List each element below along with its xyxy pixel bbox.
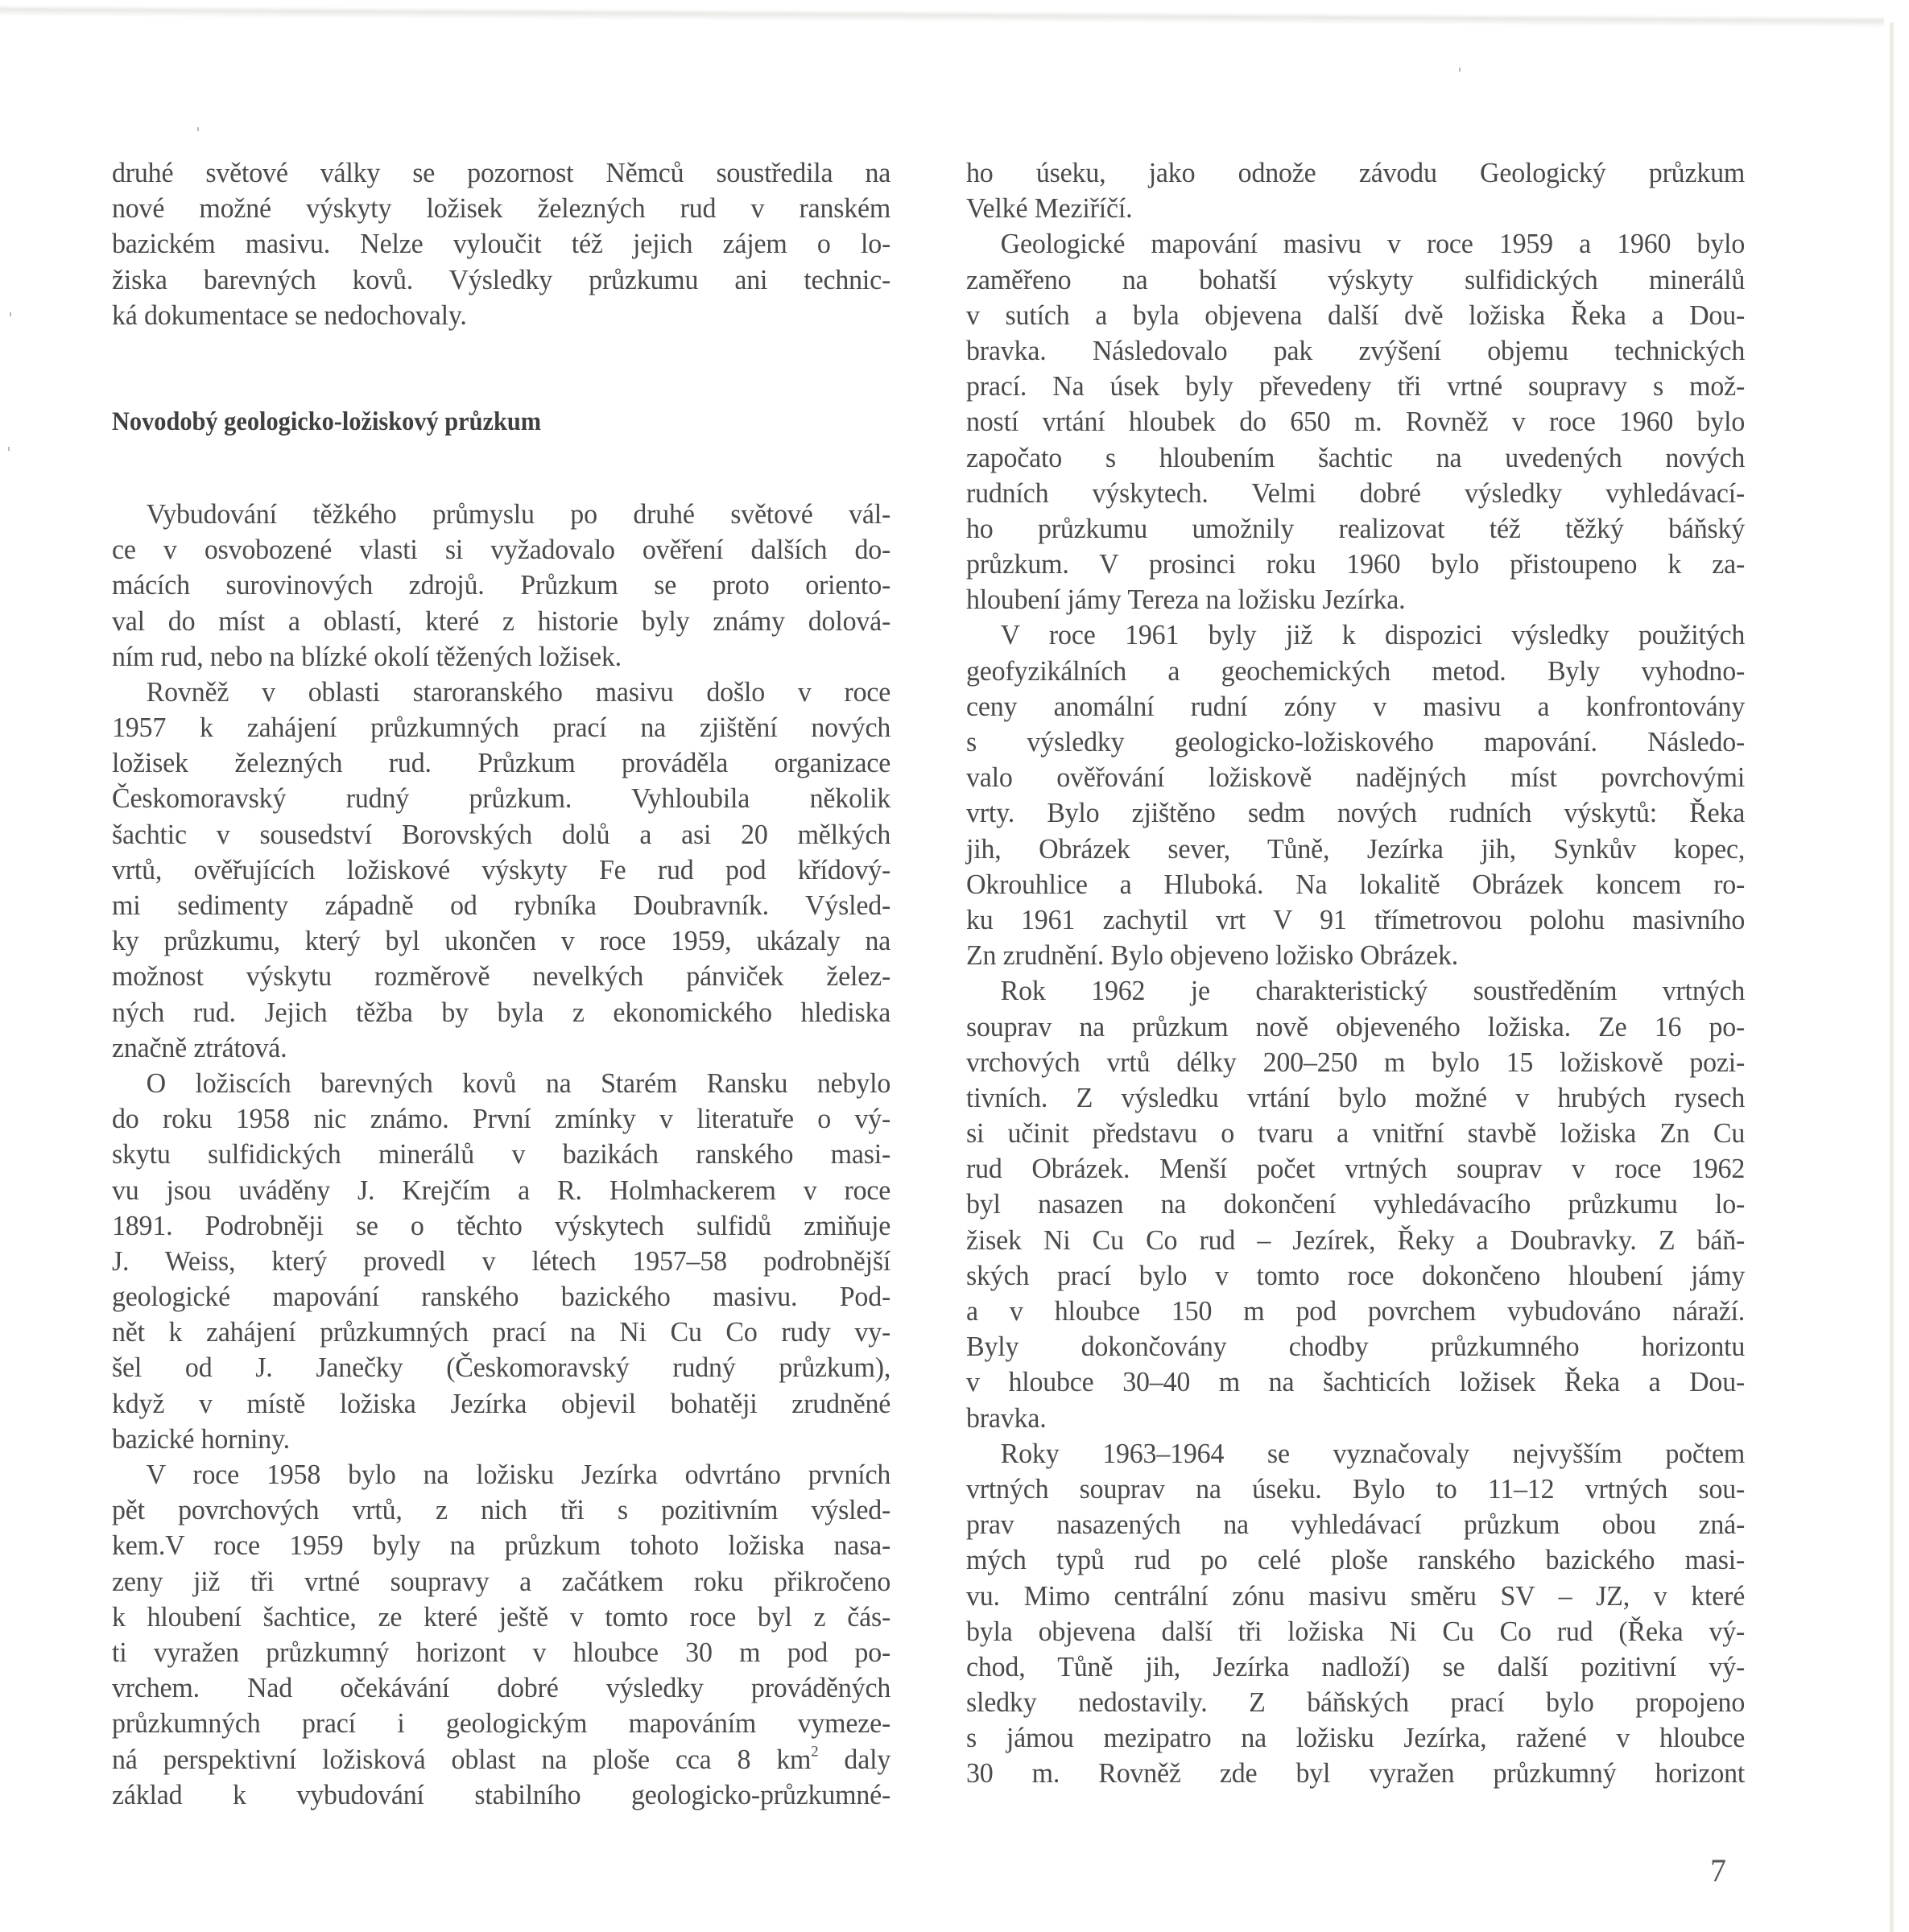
text-line: ceny anomální rudní zóny v masivu a konfrontovány — [966, 690, 1746, 722]
text-line: vrtných souprav na úseku. Bylo to 11–12 vrtných sou- — [966, 1472, 1746, 1505]
paragraph — [966, 226, 1746, 617]
text-line: možnost výskytu rozměrově nevelkých pánviček želez- — [112, 960, 891, 993]
text-line: Českomoravský rudný průzkum. Vyhloubila několik — [112, 782, 891, 815]
text-line: hloubení jámy Tereza na ložisku Jezírka. — [966, 584, 1406, 616]
text-line: když v místě ložiska Jezírka objevil bohatěji zrudněné — [112, 1387, 891, 1419]
text-line: sledky nedostavily. Z báňských prací bylo propojeno — [966, 1686, 1746, 1719]
paragraph — [112, 675, 891, 1066]
text-line: s jámou mezipatro na ložisku Jezírka, ražené v hloubce — [966, 1722, 1746, 1754]
text-line: 1891. Podrobněji se o těchto výskytech sulfidů zmiňuje — [112, 1209, 891, 1241]
text-line: ho úseku, jako odnože závodu Geologický průzkum — [966, 157, 1746, 188]
paragraph — [112, 1457, 891, 1813]
text-line: Velké Meziříčí. — [966, 192, 1133, 225]
paragraph — [966, 973, 1746, 1435]
text-line: do roku 1958 nic známo. První zmínky v literatuře o vý- — [112, 1103, 891, 1135]
text-line: Rok 1962 je charakteristický soustředěním vrtných — [1000, 975, 1746, 1007]
text-line: vu jsou uváděny J. Krejčím a R. Holmhackerem v roce — [112, 1174, 891, 1206]
text-line: nové možné výskyty ložisek železných rud v ranském — [112, 192, 891, 225]
text-line: si učinit představu o tvaru a vnitřní stavbě ložiska Zn Cu — [966, 1117, 1746, 1150]
right-column — [966, 155, 1746, 1792]
text-line: J. Weiss, který provedl v létech 1957–58 podrobnější — [112, 1245, 891, 1277]
text-line: val do míst a oblastí, které z historie byly známy dolová- — [112, 605, 891, 637]
text-line: rud Obrázek. Menší počet vrtných souprav v roce 1962 — [966, 1153, 1746, 1185]
text-line: žisek Ni Cu Co rud – Jezírek, Řeky a Doubravky. Z báň- — [966, 1224, 1746, 1256]
text-line: chod, Tůně jih, Jezírka nadloží) se další pozitivní vý- — [966, 1650, 1746, 1682]
paragraph — [112, 497, 891, 675]
text-line: značně ztrátová. — [112, 1031, 287, 1063]
text-line: ských prací bylo v tomto roce dokončeno hloubení jámy — [966, 1259, 1746, 1291]
scan-margin — [1894, 23, 1909, 1932]
text-line: 30 m. Rovněž zde byl vyražen průzkumný horizont — [966, 1757, 1746, 1790]
area-suffix: daly — [818, 1743, 891, 1775]
text-line: s výsledky geologicko-ložiskového mapování. Následo- — [966, 726, 1746, 758]
section-heading: Novodobý geologicko-ložiskový průzkum — [112, 407, 542, 436]
text-line: k hloubení šachtice, ze které ještě v tomto roce byl z čás- — [112, 1600, 891, 1633]
paragraph — [966, 617, 1746, 973]
text-line: V roce 1961 byly již k dispozici výsledky použitých — [1000, 619, 1746, 651]
text-line: prací. Na úsek byly převedeny tři vrtné soupravy s mož- — [966, 370, 1746, 402]
left-column — [112, 155, 891, 1813]
text-line: souprav na průzkum nově objeveného ložiska. Ze 16 po- — [966, 1010, 1746, 1042]
text-line: prav nasazených na vyhledávací průzkum obou zná- — [966, 1509, 1746, 1541]
text-line: tivních. Z výsledku vrtání bylo možné v hrubých rysech — [966, 1081, 1746, 1113]
scan-speck — [197, 127, 199, 131]
text-line: ky průzkumu, který byl ukončen v roce 1959, ukázaly na — [112, 925, 891, 957]
text-line: v hloubce 30–40 m na šachticích ložisek Řeka a Dou- — [966, 1366, 1746, 1398]
text-line: Byly dokončovány chodby průzkumného horizontu — [966, 1331, 1746, 1363]
area-text: ná perspektivní ložisková oblast na ploše cca 8 km — [112, 1743, 812, 1775]
text-line: skytu sulfidických minerálů v bazikách ranského masi- — [112, 1138, 891, 1170]
text-line: šachtic v sousedství Borovských dolů a asi 20 mělkých — [112, 818, 891, 850]
text-line: zeny již tři vrtné soupravy a začátkem roku přikročeno — [112, 1565, 891, 1597]
text-line: ká dokumentace se nedochovaly. — [112, 299, 467, 331]
text-line: Rovněž v oblasti staroranského masivu došlo v roce — [146, 675, 891, 708]
scan-speck — [8, 447, 10, 451]
text-line: Okrouhlice a Hluboká. Na lokalitě Obrázek koncem ro- — [966, 868, 1746, 900]
text-line: zaměřeno na bohatší výskyty sulfidických minerálů — [966, 263, 1746, 295]
text-line: vrtů, ověřujících ložiskové výskyty Fe rud pod křídový- — [112, 853, 891, 886]
text-line: nět k zahájení průzkumných prací na Ni Cu Co rudy vy- — [112, 1316, 891, 1348]
text-line: kem.V roce 1959 byly na průzkum tohoto ložiska nasa- — [112, 1530, 891, 1562]
text-line: geologické mapování ranského bazického masivu. Pod- — [112, 1281, 891, 1313]
text-line: druhé světové války se pozornost Němců soustředila na — [112, 157, 891, 188]
text-line: 1957 k zahájení průzkumných prací na zjištění nových — [112, 712, 891, 744]
text-line: bravka. — [966, 1402, 1047, 1434]
text-line: základ k vybudování stabilního geologicko-průzkumné- — [112, 1778, 891, 1810]
text-line: V roce 1958 bylo na ložisku Jezírka odvrtáno prvních — [146, 1459, 891, 1490]
superscript-2: 2 — [811, 1743, 819, 1761]
text-line: vrchem. Nad očekávání dobré výsledky prováděných — [112, 1672, 891, 1704]
intro-paragraph — [112, 155, 891, 333]
text-line: O ložiscích barevných kovů na Starém Ransku nebylo — [146, 1067, 891, 1099]
text-line: Roky 1963–1964 se vyznačovaly nejvyšším počtem — [1000, 1437, 1746, 1469]
text-line: ce v osvobozené vlasti si vyžadovalo ověření dalších do- — [112, 534, 891, 566]
paragraph — [966, 1436, 1746, 1792]
text-line: Geologické mapování masivu v roce 1959 a 1960 bylo — [1000, 228, 1746, 260]
text-line: vu. Mimo centrální zónu masivu směru SV – JZ, v které — [966, 1579, 1746, 1612]
text-line: ností vrtání hloubek do 650 m. Rovněž v roce 1960 bylo — [966, 406, 1746, 438]
text-line: ním rud, nebo na blízké okolí těžených ložisek. — [112, 640, 622, 672]
text-line: byl nasazen na dokončení vyhledávacího průzkumu lo- — [966, 1188, 1746, 1220]
paragraph-continuation — [966, 155, 1746, 226]
text-line: jih, Obrázek sever, Tůně, Jezírka jih, Synkův kopec, — [966, 832, 1746, 865]
paragraph — [112, 1066, 891, 1457]
text-line: vrchových vrtů délky 200–250 m bylo 15 ložiskově pozi- — [966, 1046, 1746, 1078]
text-line: započato s hloubením šachtic na uvedených nových — [966, 441, 1746, 473]
text-line: mých typů rud po celé ploše ranského bazického masi- — [966, 1544, 1746, 1576]
text-line: byla objevena další tři ložiska Ni Cu Co rud (Řeka vý- — [966, 1615, 1746, 1647]
page-number: 7 — [1710, 1852, 1726, 1889]
text-line: bravka. Následovalo pak zvýšení objemu technických — [966, 334, 1746, 366]
text-line: ku 1961 zachytil vrt V 91 třímetrovou polohu masivního — [966, 903, 1746, 935]
text-line: bazické horniny. — [112, 1422, 290, 1455]
text-line: ho průzkumu umožnily realizovat též těžký báňský — [966, 512, 1746, 544]
text-line: mi sedimenty západně od rybníka Doubravník. Výsled- — [112, 890, 891, 921]
scan-speck — [1459, 68, 1461, 72]
text-line: bazickém masivu. Nelze vyloučit též jejich zájem o lo- — [112, 228, 891, 260]
scan-speck — [10, 312, 11, 316]
text-line: ložisek železných rud. Průzkum prováděla organizace — [112, 747, 891, 779]
text-line: v sutích a byla objevena další dvě ložiska Řeka a Dou- — [966, 299, 1746, 331]
text-line: průzkumných prací i geologickým mapováním vymeze- — [112, 1707, 891, 1740]
text-line: Zn zrudnění. Bylo objeveno ložisko Obrázek. — [966, 939, 1459, 972]
text-line: šel od J. Janečky (Českomoravský rudný průzkum), — [112, 1352, 891, 1384]
text-line: žiska barevných kovů. Výsledky průzkumu ani technic- — [112, 263, 891, 295]
scanned-page-top-edge — [0, 5, 1884, 27]
text-line: rudních výskytech. Velmi dobré výsledky vyhledávací- — [966, 477, 1746, 509]
text-line: ných rud. Jejich těžba by byla z ekonomického hlediska — [112, 996, 891, 1028]
text-line: ti vyražen průzkumný horizont v hloubce 30 m pod po- — [112, 1636, 891, 1668]
text-line: vrty. Bylo zjištěno sedm nových rudních výskytů: Řeka — [966, 797, 1746, 829]
text-line: mácích surovinových zdrojů. Průzkum se proto oriento- — [112, 569, 891, 601]
text-line-area — [112, 1742, 890, 1777]
text-line: geofyzikálních a geochemických metod. Byly vyhodno- — [966, 654, 1746, 687]
text-line: a v hloubce 150 m pod povrchem vybudováno náraží. — [966, 1295, 1746, 1327]
text-line: pět povrchových vrtů, z nich tři s pozitivním výsled- — [112, 1494, 891, 1526]
text-line: valo ověřování ložiskově nadějných míst povrchovými — [966, 762, 1746, 794]
text-line: průzkum. V prosinci roku 1960 bylo přistoupeno k za- — [966, 548, 1746, 580]
text-line: Vybudování těžkého průmyslu po druhé světové vál- — [146, 497, 891, 530]
